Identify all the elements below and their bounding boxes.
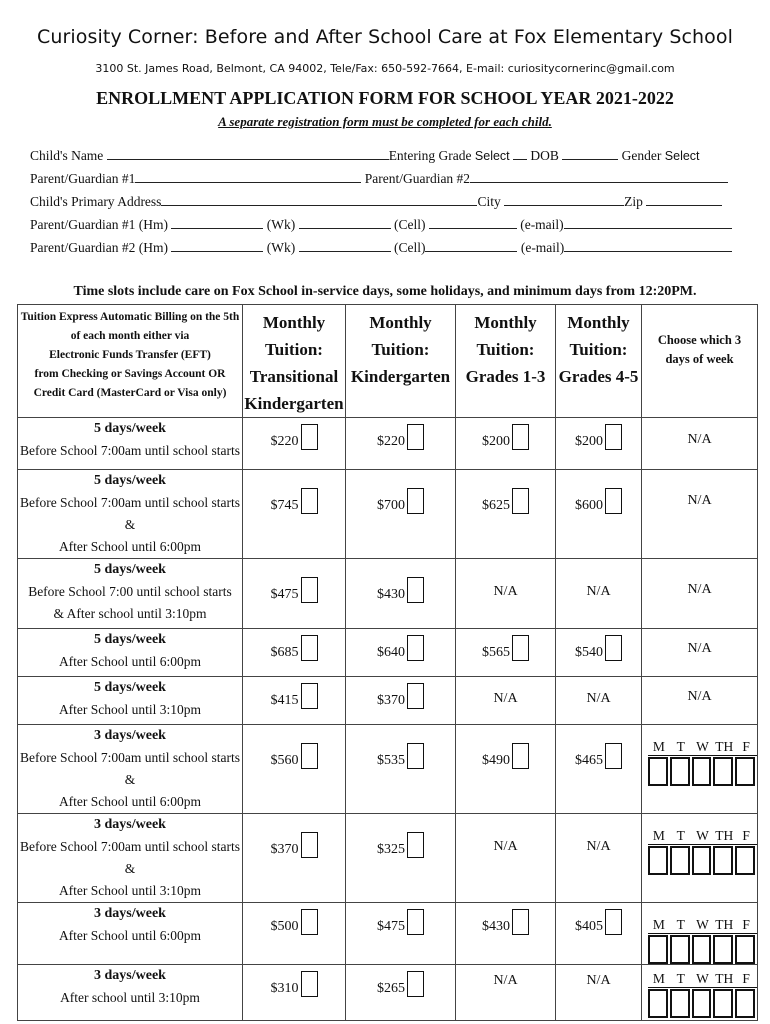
price-checkbox[interactable] (512, 488, 529, 514)
tuition-row (18, 470, 758, 559)
gender-select[interactable]: Select (664, 149, 700, 163)
parent1-label: Parent/Guardian #1 (30, 171, 136, 186)
price-amount: $700 (377, 498, 405, 513)
day-checkbox[interactable] (670, 757, 690, 786)
price-amount: $465 (575, 753, 603, 768)
day-checkbox[interactable] (648, 757, 668, 786)
schedule-label (18, 677, 243, 725)
price-checkbox[interactable] (407, 635, 424, 661)
price-cell (243, 559, 346, 629)
price-cell (456, 903, 556, 965)
p1-hm-field[interactable] (171, 217, 263, 229)
schedule-days: 5 days/week (94, 680, 166, 695)
p2-wk-label: (Wk) (266, 240, 296, 255)
price-amount: $220 (377, 434, 405, 449)
schedule-time: After School until 6:00pm (58, 794, 202, 809)
price-cell (556, 629, 642, 677)
parent2-field[interactable] (470, 171, 728, 183)
school-title: Curiosity Corner: Before and After School Care at Fox Elementary School (37, 26, 733, 48)
choose-na: N/A (642, 677, 758, 725)
schedule-days: 5 days/week (94, 562, 166, 577)
price-amount: $475 (377, 919, 405, 934)
schedule-label (18, 725, 243, 814)
billing-description-line: Tuition Express Automatic Billing on the 5th (20, 311, 240, 323)
city-field[interactable] (504, 194, 624, 206)
price-cell (243, 814, 346, 903)
price-checkbox[interactable] (512, 743, 529, 769)
price-amount: $685 (270, 645, 299, 660)
schedule-label (18, 814, 243, 903)
p2-email-field[interactable] (564, 240, 732, 252)
day-checkbox[interactable] (692, 935, 712, 964)
day-checkbox[interactable] (692, 757, 712, 786)
price-amount: $370 (377, 693, 405, 708)
price-na: N/A (456, 677, 556, 725)
header-line: Monthly (262, 313, 326, 332)
address-label: Child's Primary Address (30, 194, 162, 209)
day-checkbox[interactable] (713, 989, 733, 1018)
schedule-time: After School until 3:10pm (58, 883, 202, 898)
parent1-field[interactable] (135, 171, 361, 183)
form-title: ENROLLMENT APPLICATION FORM FOR SCHOOL YEAR 2021-2022 (96, 88, 674, 108)
header-line: Grades 1-3 (465, 367, 546, 386)
schedule-time: After School until 6:00pm (58, 928, 202, 943)
day-letter: F (735, 828, 757, 845)
day-picker (642, 965, 758, 1021)
gender-label: Gender (621, 148, 662, 163)
header-line: Tuition: (569, 340, 628, 359)
tuition-row (18, 903, 758, 965)
price-cell (346, 725, 456, 814)
p2-cell-field[interactable] (425, 240, 517, 252)
price-amount: $475 (270, 587, 299, 602)
price-checkbox[interactable] (407, 743, 424, 769)
grade-blank (513, 148, 527, 160)
price-cell (346, 965, 456, 1021)
schedule-days: 3 days/week (94, 968, 166, 983)
header-line: Transitional (249, 367, 339, 386)
price-amount: $430 (482, 919, 510, 934)
header-line: Kindergarten (244, 394, 344, 413)
schedule-time: Before School 7:00am until school starts (19, 443, 241, 458)
day-letter: F (735, 739, 757, 756)
billing-description-line: Electronic Funds Transfer (EFT) (49, 349, 211, 361)
row-p2-phones (30, 240, 732, 256)
day-letter: W (692, 917, 714, 934)
price-amount: $490 (482, 753, 510, 768)
header-grades-4-5 (556, 305, 642, 418)
grade-select[interactable]: Select (474, 149, 510, 163)
time-slots-note: Time slots include care on Fox School in-service days, some holidays, and minimum days from 12:20PM. (73, 284, 697, 299)
price-checkbox[interactable] (512, 635, 529, 661)
price-cell (556, 470, 642, 559)
schedule-days: 3 days/week (94, 817, 166, 832)
price-cell (556, 903, 642, 965)
price-checkbox[interactable] (301, 971, 318, 997)
child-name-field[interactable] (107, 148, 389, 160)
parent2-label: Parent/Guardian #2 (364, 171, 471, 186)
price-amount: $370 (270, 842, 299, 857)
price-amount: $405 (575, 919, 603, 934)
price-cell (456, 629, 556, 677)
price-checkbox[interactable] (407, 488, 424, 514)
day-letter: TH (715, 828, 734, 843)
header-line: Tuition: (371, 340, 430, 359)
p1-wk-field[interactable] (299, 217, 391, 229)
price-checkbox[interactable] (407, 909, 424, 935)
price-cell (346, 629, 456, 677)
price-checkbox[interactable] (301, 424, 318, 450)
schedule-label (18, 629, 243, 677)
choose-days-line: Choose which 3 (657, 333, 742, 347)
day-letter: W (692, 828, 714, 845)
day-letter: M (648, 739, 670, 756)
price-cell (456, 418, 556, 470)
schedule-days: 5 days/week (94, 632, 166, 647)
entering-grade-label: Entering Grade (388, 148, 472, 163)
price-cell (346, 559, 456, 629)
schedule-label (18, 903, 243, 965)
billing-description (18, 305, 243, 418)
price-amount: $540 (575, 645, 603, 660)
price-na: N/A (556, 965, 642, 1021)
school-address: 3100 St. James Road, Belmont, CA 94002, Tele/Fax: 650-592-7664, E-mail: curiositycornerinc@gmail.com (95, 62, 675, 75)
price-cell (456, 725, 556, 814)
row-child-name (30, 148, 700, 164)
schedule-time: After School until 3:10pm (58, 702, 202, 717)
choose-na: N/A (642, 418, 758, 470)
price-checkbox[interactable] (301, 635, 318, 661)
header-grades-1-3 (456, 305, 556, 418)
header-line: Monthly (474, 313, 537, 332)
price-checkbox[interactable] (605, 909, 622, 935)
day-checkbox[interactable] (670, 846, 690, 875)
price-cell (243, 629, 346, 677)
day-letter: T (670, 917, 692, 934)
price-amount: $415 (270, 693, 299, 708)
price-checkbox[interactable] (301, 488, 318, 514)
price-amount: $625 (482, 498, 510, 513)
tuition-row (18, 814, 758, 903)
day-checkbox[interactable] (670, 989, 690, 1018)
day-letter: W (692, 739, 714, 756)
p1-email-label: (e-mail) (520, 217, 564, 232)
price-cell (243, 903, 346, 965)
price-checkbox[interactable] (407, 424, 424, 450)
schedule-time: After School until 6:00pm (58, 539, 202, 554)
row-p1-phones (30, 217, 732, 233)
price-amount: $265 (377, 981, 405, 996)
choose-na: N/A (642, 559, 758, 629)
day-letter: F (735, 971, 757, 988)
price-checkbox[interactable] (605, 743, 622, 769)
price-checkbox[interactable] (301, 743, 318, 769)
day-checkbox[interactable] (713, 935, 733, 964)
price-amount: $325 (377, 842, 405, 857)
price-amount: $640 (377, 645, 405, 660)
price-cell (346, 677, 456, 725)
schedule-label (18, 418, 243, 470)
price-checkbox[interactable] (512, 909, 529, 935)
price-amount: $310 (270, 981, 299, 996)
day-letter: T (670, 828, 692, 845)
dob-label: DOB (530, 148, 559, 163)
child-name-label: Child's Name (30, 148, 104, 163)
day-checkbox[interactable] (735, 846, 755, 875)
day-letter: TH (715, 971, 734, 986)
price-amount: $220 (270, 434, 299, 449)
row-address (30, 194, 722, 210)
header-line: Tuition: (265, 340, 323, 359)
schedule-label (18, 965, 243, 1021)
price-checkbox[interactable] (407, 577, 424, 603)
tuition-row (18, 677, 758, 725)
schedule-time: After School until 6:00pm (58, 654, 202, 669)
price-checkbox[interactable] (605, 424, 622, 450)
tuition-row (18, 418, 758, 470)
price-na: N/A (456, 559, 556, 629)
day-letter: W (692, 971, 714, 988)
price-amount: $200 (575, 434, 603, 449)
price-cell (243, 418, 346, 470)
billing-description-line: Credit Card (MasterCard or Visa only) (33, 387, 227, 399)
day-checkbox[interactable] (648, 935, 668, 964)
price-amount: $560 (270, 753, 299, 768)
header-line: Monthly (369, 313, 432, 332)
schedule-days: 3 days/week (94, 728, 166, 743)
day-checkbox[interactable] (735, 989, 755, 1018)
price-na: N/A (556, 559, 642, 629)
price-cell (243, 470, 346, 559)
day-picker (642, 814, 758, 903)
price-checkbox[interactable] (605, 488, 622, 514)
day-checkbox[interactable] (735, 757, 755, 786)
p1-email-field[interactable] (564, 217, 732, 229)
schedule-time: Before School 7:00am until school starts & (19, 495, 241, 532)
form-subtitle: A separate registration form must be completed for each child. (218, 114, 552, 129)
choose-days-line: days of week (665, 352, 734, 366)
price-cell (243, 677, 346, 725)
day-checkbox[interactable] (713, 846, 733, 875)
price-cell (243, 965, 346, 1021)
price-cell (556, 725, 642, 814)
p2-hm-label: Parent/Guardian #2 (Hm) (30, 240, 168, 255)
day-letter: T (670, 971, 692, 988)
schedule-time: Before School 7:00 until school starts (28, 584, 232, 599)
day-checkbox[interactable] (648, 989, 668, 1018)
tuition-row (18, 725, 758, 814)
schedule-time: & After school until 3:10pm (53, 606, 207, 621)
price-checkbox[interactable] (605, 635, 622, 661)
p2-hm-field[interactable] (171, 240, 263, 252)
schedule-time: After school until 3:10pm (60, 990, 200, 1005)
price-cell (346, 814, 456, 903)
price-na: N/A (456, 814, 556, 903)
schedule-time: Before School 7:00am until school starts & (19, 839, 241, 876)
day-checkbox[interactable] (735, 935, 755, 964)
city-label: City (477, 194, 501, 209)
header-line: Kindergarten (350, 367, 451, 386)
price-checkbox[interactable] (301, 909, 318, 935)
price-cell (556, 418, 642, 470)
day-picker (642, 903, 758, 965)
day-checkbox[interactable] (670, 935, 690, 964)
address-field[interactable] (161, 194, 477, 206)
tuition-row (18, 559, 758, 629)
zip-field[interactable] (646, 194, 722, 206)
day-letter: M (648, 828, 670, 845)
p1-wk-label: (Wk) (266, 217, 296, 232)
schedule-days: 5 days/week (94, 473, 166, 488)
price-na: N/A (456, 965, 556, 1021)
price-na: N/A (556, 814, 642, 903)
tuition-row (18, 629, 758, 677)
price-cell (346, 903, 456, 965)
day-letter: TH (715, 739, 734, 754)
price-na: N/A (556, 677, 642, 725)
price-checkbox[interactable] (407, 971, 424, 997)
row-parents (30, 171, 728, 187)
price-amount: $500 (270, 919, 299, 934)
day-letter: F (735, 917, 757, 934)
price-checkbox[interactable] (407, 832, 424, 858)
price-amount: $745 (270, 498, 299, 513)
schedule-days: 3 days/week (94, 906, 166, 921)
tuition-row (18, 965, 758, 1021)
tuition-table (17, 304, 758, 1021)
price-checkbox[interactable] (407, 683, 424, 709)
p2-wk-field[interactable] (299, 240, 391, 252)
price-checkbox[interactable] (301, 683, 318, 709)
price-cell (243, 725, 346, 814)
header-transitional-kindergarten (243, 305, 346, 418)
schedule-days: 5 days/week (94, 421, 166, 436)
p1-cell-label: (Cell) (393, 217, 426, 232)
day-picker (642, 725, 758, 814)
p1-cell-field[interactable] (429, 217, 517, 229)
schedule-time: Before School 7:00am until school starts & (19, 750, 241, 787)
day-checkbox[interactable] (692, 989, 712, 1018)
day-letter: M (648, 917, 670, 934)
day-checkbox[interactable] (713, 757, 733, 786)
header-line: Grades 4-5 (558, 367, 639, 386)
header-line: Tuition: (476, 340, 535, 359)
price-checkbox[interactable] (301, 577, 318, 603)
zip-label: Zip (624, 194, 643, 209)
schedule-label (18, 559, 243, 629)
price-cell (456, 470, 556, 559)
price-checkbox[interactable] (301, 832, 318, 858)
dob-field[interactable] (562, 148, 618, 160)
price-amount: $200 (482, 434, 510, 449)
price-amount: $600 (575, 498, 603, 513)
day-letter: TH (715, 917, 734, 932)
header-row (18, 305, 758, 418)
price-amount: $565 (482, 645, 510, 660)
day-checkbox[interactable] (692, 846, 712, 875)
choose-na: N/A (642, 629, 758, 677)
header-line: Monthly (567, 313, 630, 332)
day-letter: T (670, 739, 692, 756)
billing-description-line: of each month either via (70, 330, 190, 342)
price-amount: $535 (377, 753, 405, 768)
choose-na: N/A (642, 470, 758, 559)
header-choose-days (642, 305, 758, 418)
price-amount: $430 (377, 587, 405, 602)
day-letter: M (648, 971, 670, 988)
price-cell (346, 470, 456, 559)
billing-description-line: from Checking or Savings Account OR (34, 368, 226, 380)
p1-hm-label: Parent/Guardian #1 (Hm) (30, 217, 168, 232)
p2-cell-label: (Cell) (393, 240, 426, 255)
header-kindergarten (346, 305, 456, 418)
price-cell (346, 418, 456, 470)
schedule-label (18, 470, 243, 559)
price-checkbox[interactable] (512, 424, 529, 450)
day-checkbox[interactable] (648, 846, 668, 875)
p2-email-label: (e-mail) (520, 240, 565, 255)
